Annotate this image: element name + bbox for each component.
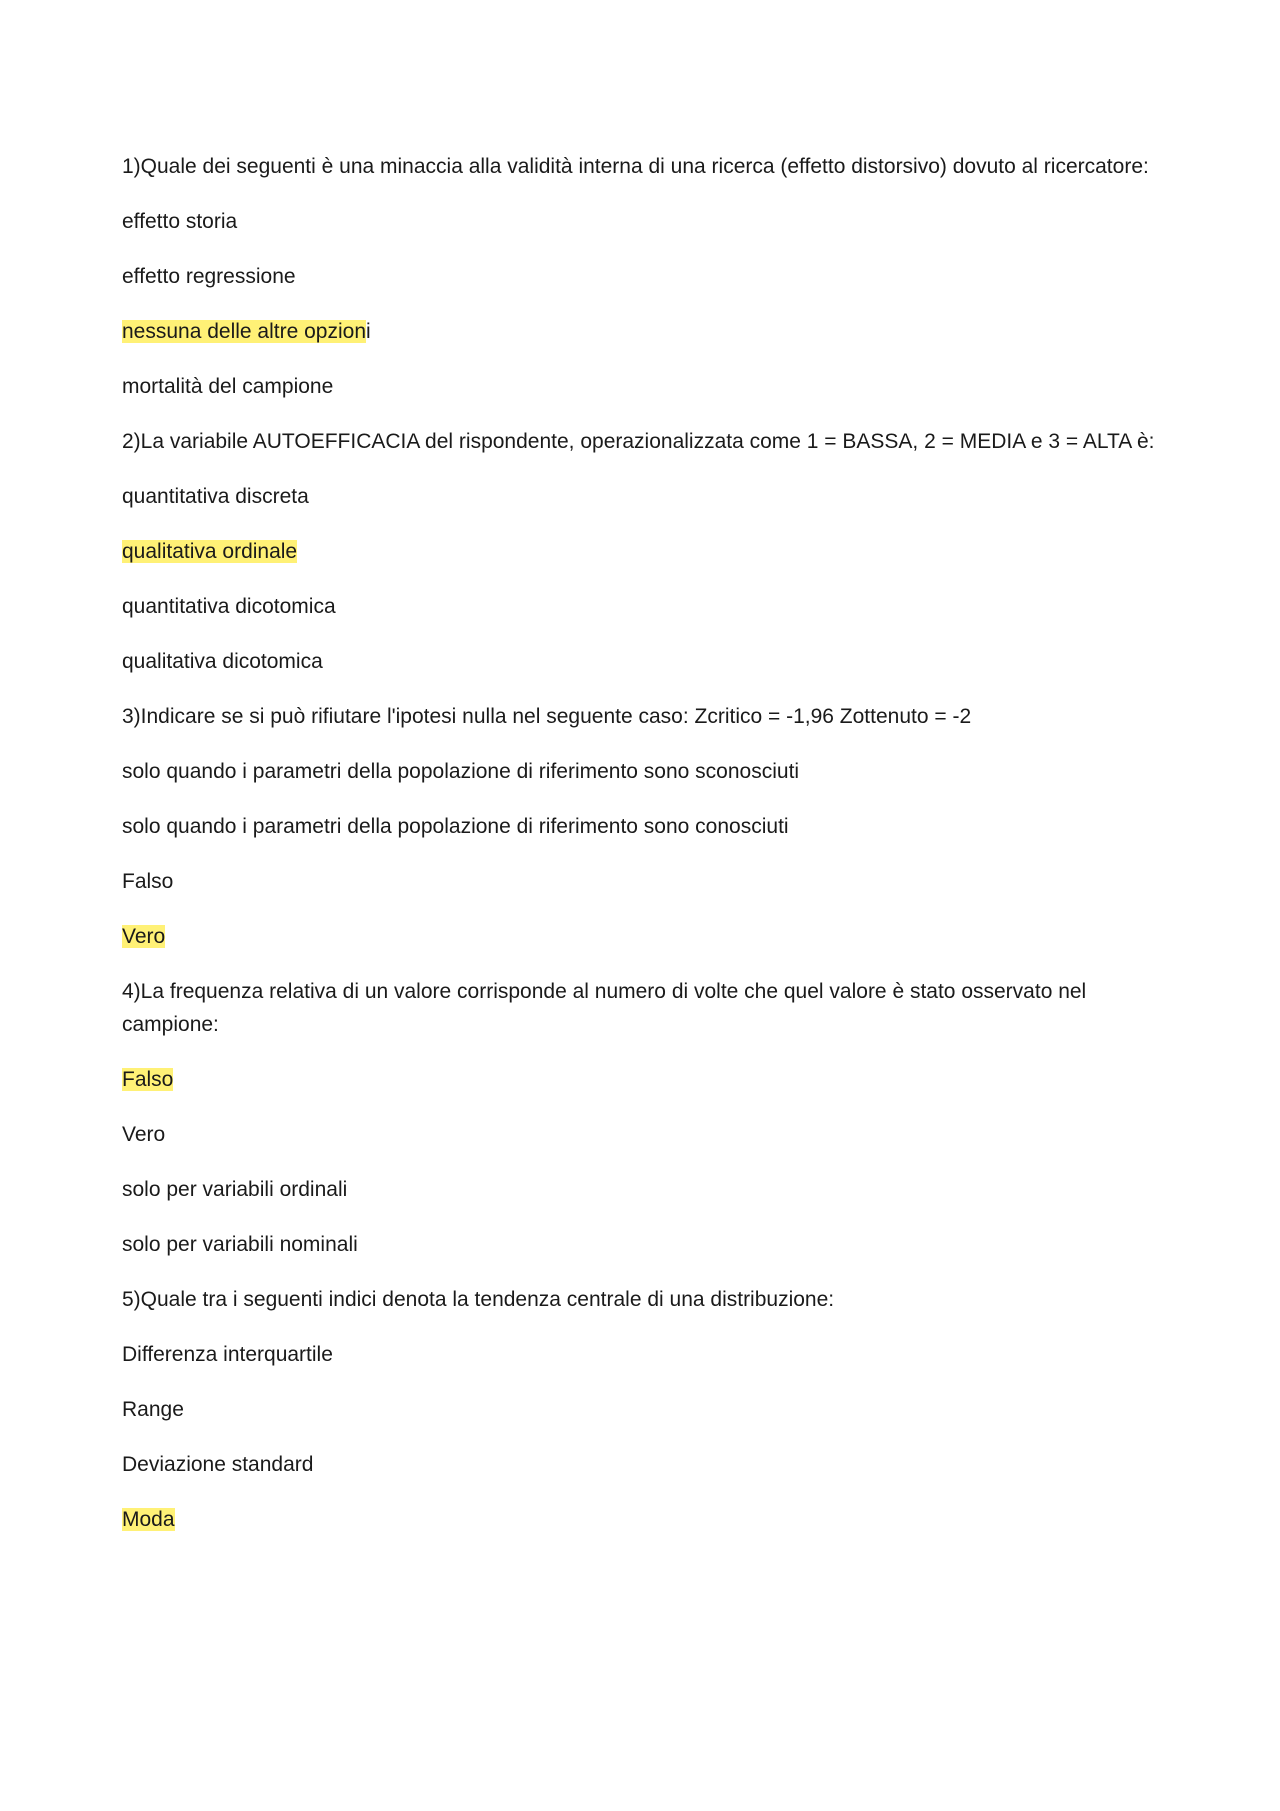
question-3-option-2: solo quando i parametri della popolazione di riferimento sono conosciuti bbox=[122, 815, 789, 838]
question-1-option-3: nessuna delle altre opzioni bbox=[122, 320, 371, 343]
question-4-option-3: solo per variabili ordinali bbox=[122, 1178, 348, 1201]
question-5-option-4 bbox=[122, 1503, 1172, 1536]
question-3-option-4 bbox=[122, 920, 1172, 953]
question-5-option-1: Differenza interquartile bbox=[122, 1343, 333, 1366]
quiz-document bbox=[122, 150, 1172, 1558]
question-4-option-2: Vero bbox=[122, 1123, 166, 1146]
answer-highlight: nessuna delle altre opzion bbox=[122, 320, 367, 343]
question-1-option-1: effetto storia bbox=[122, 210, 238, 233]
answer-highlight: Vero bbox=[122, 925, 166, 948]
question-1: 1)Quale dei seguenti è una minaccia alla validità interna di una ricerca (effetto distorsivo) dovuto al ricercatore: bbox=[122, 155, 1149, 178]
question-1-option-4: mortalità del campione bbox=[122, 375, 334, 398]
question-1-option-2: effetto regressione bbox=[122, 265, 296, 288]
answer-highlight: Moda bbox=[122, 1508, 175, 1531]
question-3: 3)Indicare se si può rifiutare l'ipotesi nulla nel seguente caso: Zcritico = -1,96 Zottenuto = -2 bbox=[122, 705, 972, 728]
question-5-option-3: Deviazione standard bbox=[122, 1453, 314, 1476]
question-2-option-4: qualitativa dicotomica bbox=[122, 650, 323, 673]
question-5-option-2: Range bbox=[122, 1398, 184, 1421]
question-2: 2)La variabile AUTOEFFICACIA del rispondente, operazionalizzata come 1 = BASSA, 2 = MEDIA e 3 = ALTA è: bbox=[122, 430, 1155, 453]
question-4-option-4: solo per variabili nominali bbox=[122, 1233, 358, 1256]
question-2-option-1: quantitativa discreta bbox=[122, 485, 309, 508]
answer-highlight: qualitativa ordinale bbox=[122, 540, 298, 563]
question-2-option-3: quantitativa dicotomica bbox=[122, 595, 336, 618]
question-3-option-1: solo quando i parametri della popolazione di riferimento sono sconosciuti bbox=[122, 760, 800, 783]
question-5: 5)Quale tra i seguenti indici denota la tendenza centrale di una distribuzione: bbox=[122, 1288, 835, 1311]
question-2-option-2 bbox=[122, 535, 1172, 568]
question-3-option-3: Falso bbox=[122, 870, 174, 893]
question-4: 4)La frequenza relativa di un valore corrisponde al numero di volte che quel valore è stato osservato nel campione: bbox=[122, 980, 1087, 1036]
question-4-option-1 bbox=[122, 1063, 1172, 1096]
answer-highlight: Falso bbox=[122, 1068, 174, 1091]
